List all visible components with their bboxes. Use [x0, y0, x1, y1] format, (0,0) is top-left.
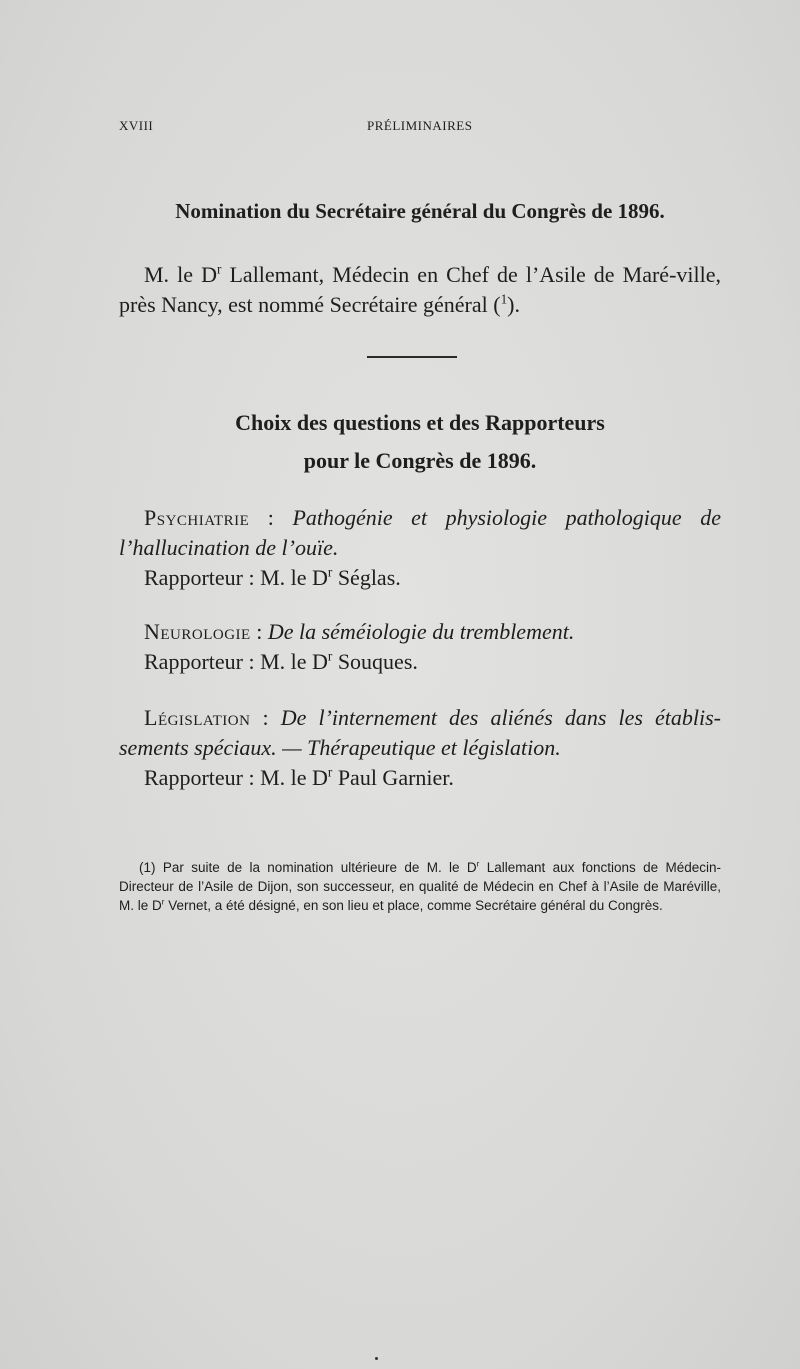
text-segment: Lallemant aux fonctions de Médecin-Directeur de l’Asile de Dijon, son successeur, en qualité de Médecin en Chef à l’Asile de Maréville, M. le D [119, 860, 721, 913]
discipline-label: Psychiatrie [144, 505, 250, 530]
footnote [119, 858, 721, 915]
rapporteur-prefix: Rapporteur : M. le D [144, 565, 328, 590]
superscript: r [327, 564, 333, 580]
entry-neurologie [119, 617, 721, 647]
page-folio: XVIII [119, 118, 154, 133]
subject-text: Pathogénie et physiologie pathologique de l’hallucination de l’ouïe. [119, 505, 721, 560]
label-separator: : [250, 705, 281, 730]
text-segment: M. le D [144, 262, 217, 287]
running-title: PRÉLIMINAIRES [367, 118, 473, 133]
rapporteur-neurologie [119, 647, 721, 677]
rapporteur-name: Paul Garnier. [332, 765, 454, 790]
rapporteur-psychiatrie [119, 563, 721, 593]
rapporteur-name: Souques. [332, 649, 418, 674]
section-nomination [119, 199, 721, 224]
subject-text: De l’internement des aliénés dans les établis-sements spéciaux. — Thérapeutique et législation. [119, 705, 721, 760]
section-divider [367, 356, 457, 358]
text-segment: ). [507, 292, 520, 317]
rapporteur-legislation [119, 763, 721, 793]
entry-legislation [119, 703, 721, 763]
footnote-ref: 1 [500, 291, 508, 307]
text-segment: Lallemant, Médecin en Chef de l’Asile de Maré-ville, près Nancy, est nommé Secrétaire général ( [119, 262, 721, 317]
superscript: r [327, 648, 333, 664]
section-title-choix-line2: pour le Congrès de 1896. [303, 448, 537, 473]
superscript: r [327, 764, 333, 780]
subject-text: De la séméiologie du tremblement. [267, 619, 575, 644]
section-choix [119, 410, 721, 474]
label-separator: : [250, 619, 268, 644]
superscript: r [476, 859, 480, 869]
label-separator: : [249, 505, 293, 530]
discipline-label: Législation [144, 705, 251, 730]
rapporteur-prefix: Rapporteur : M. le D [144, 649, 328, 674]
rapporteur-prefix: Rapporteur : M. le D [144, 765, 328, 790]
section-title-nomination: Nomination du Secrétaire général du Congrès de 1896. [175, 199, 665, 223]
section-title-choix-line1: Choix des questions et des Rapporteurs [235, 410, 605, 435]
footnote-marker: (1) [139, 860, 156, 875]
paragraph-nomination [119, 260, 721, 320]
discipline-label: Neurologie [144, 619, 251, 644]
entry-psychiatrie [119, 503, 721, 563]
superscript: r [161, 897, 165, 907]
superscript: r [217, 261, 222, 277]
text-segment: Vernet, a été désigné, en son lieu et place, comme Secrétaire général du Congrès. [164, 898, 663, 913]
rapporteur-name: Séglas. [332, 565, 401, 590]
text-segment: Par suite de la nomination ultérieure de M. le D [155, 860, 477, 875]
ink-dot [375, 1357, 378, 1360]
